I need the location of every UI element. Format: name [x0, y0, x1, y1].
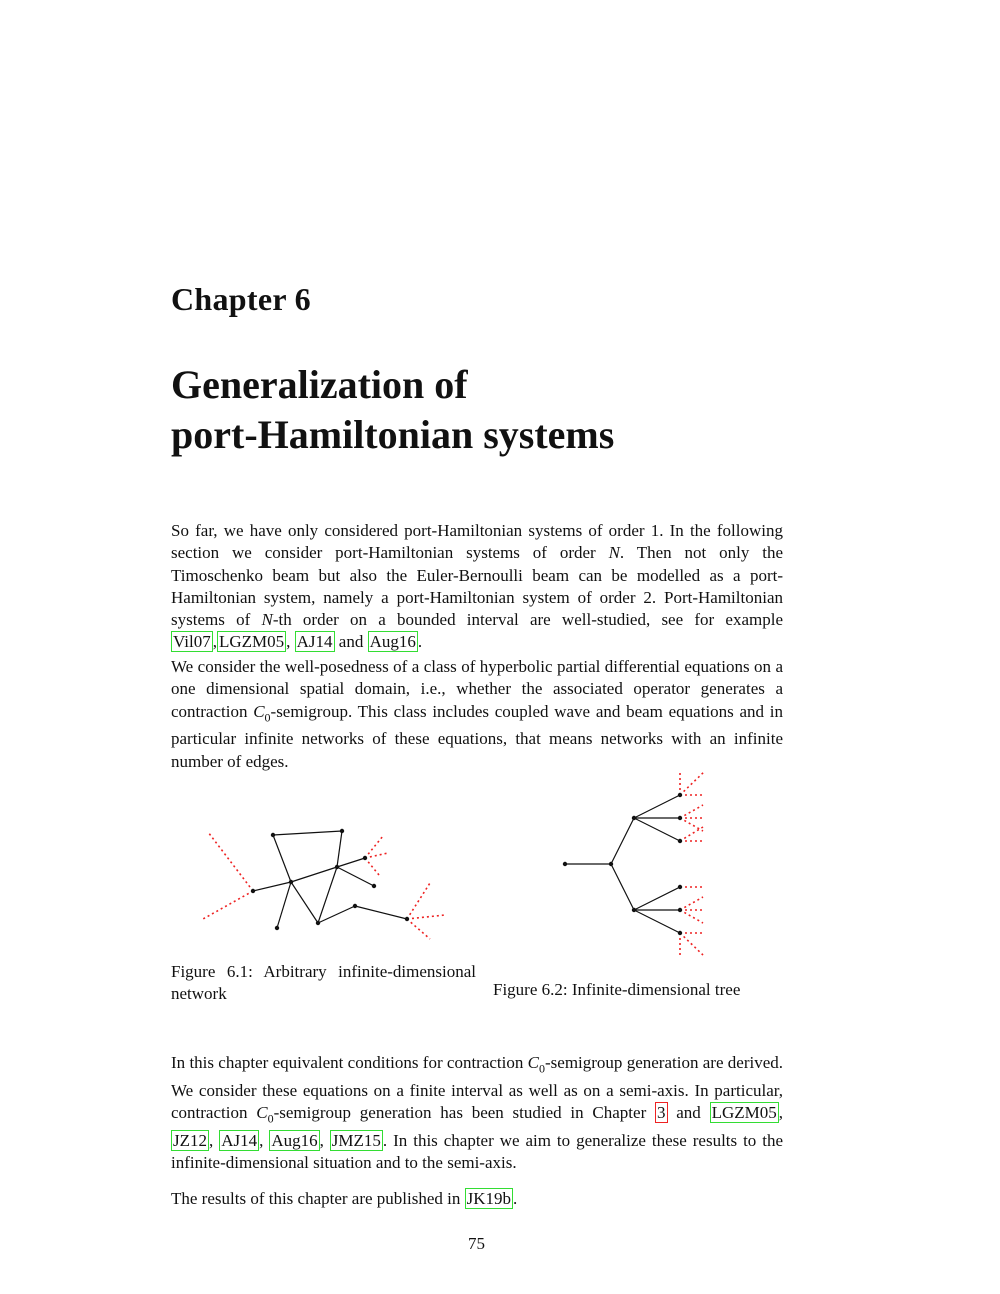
network-edge: [277, 882, 291, 928]
network-edge: [337, 858, 365, 867]
citation-vil07[interactable]: Vil07: [173, 632, 211, 652]
citation-aug16[interactable]: Aug16: [271, 1130, 318, 1150]
infinite-edge: [407, 915, 445, 919]
network-edge: [253, 882, 291, 891]
network-node: [353, 904, 357, 908]
tree-node: [678, 885, 682, 889]
tree-node: [678, 908, 682, 912]
tree-edge: [634, 818, 680, 841]
tree-edge: [634, 795, 680, 818]
infinite-edge: [680, 827, 703, 841]
tree-edge: [634, 887, 680, 910]
infinite-edge: [680, 805, 703, 818]
network-edge: [291, 867, 337, 882]
network-edge: [273, 835, 291, 882]
outro-paragraph-2: The results of this chapter are published in JK19b .: [171, 1189, 518, 1208]
outro-paragraph-1: In this chapter equivalent conditions for contraction $C_0$-semigroup generation are derived. We consider these equations on a finite interval as well as on a semi-axis. In particular, contraction $C_0$-semigroup generation has been studied in Chapter 3 and LGZM05 , JZ12 , AJ14 , Aug16 , JMZ15 . In this chapter we aim to generalize these results to the infinite-dimensional situation and to the semi-axis.: [171, 1053, 784, 1172]
network-infinite-edges: [203, 832, 445, 939]
network-edge: [273, 831, 342, 835]
tree-edge: [611, 818, 634, 864]
infinite-edge: [680, 933, 703, 955]
infinite-edge: [365, 858, 379, 875]
text-run: . In this chapter we aim to generalize these results to the infinite-dimensional situation and to the semi-axis.: [171, 1130, 784, 1172]
network-edge: [337, 867, 374, 886]
citation-aj14[interactable]: AJ14: [296, 632, 333, 652]
tree-node: [632, 816, 636, 820]
page-number: 75: [468, 1234, 485, 1253]
text-run: and: [667, 1102, 710, 1122]
text-run: . Then not only the Timoschenko beam but also the Euler-Bernoulli beam can be modelled as a port-Hamiltonian system, namely a port-Hamiltonian system of order 2. Port-Hamiltonian systems of: [171, 543, 783, 630]
network-node: [340, 829, 344, 833]
infinite-edge: [407, 919, 430, 939]
network-edge: [318, 867, 337, 923]
citation-aug16[interactable]: Aug16: [369, 632, 416, 652]
chapter-title-line-2: port-Hamiltonian systems: [171, 412, 615, 457]
tree-node: [678, 931, 682, 935]
text-run: -semigroup generation are derived. We consider these equations on a finite interval as well as on a semi-axis. In particular, contraction: [171, 1053, 783, 1122]
infinite-edge: [203, 891, 253, 919]
text-run: So far, we have only considered port-Hamiltonian systems of order 1. In the following section we consider port-Hamiltonian systems of order: [171, 521, 783, 563]
math-C: C: [253, 701, 265, 721]
tree-infinite-edges: [680, 771, 705, 958]
math-C: C: [256, 1102, 268, 1122]
math-subscript: 0: [267, 1111, 274, 1126]
tree-node: [678, 816, 682, 820]
math-N: N: [261, 610, 273, 630]
network-node: [405, 917, 409, 921]
network-node: [289, 880, 293, 884]
citation-aj14[interactable]: AJ14: [221, 1130, 258, 1150]
intro-paragraph-2: [171, 656, 783, 773]
text-run: -th order on a bounded interval are well-studied, see for example: [272, 610, 784, 630]
tree-node: [609, 862, 613, 866]
network-node: [275, 926, 279, 930]
citation-lgzm05[interactable]: LGZM05: [218, 632, 285, 652]
figure-6-2-caption: Figure 6.2: Infinite-dimensional tree: [493, 980, 741, 999]
tree-node: [632, 908, 636, 912]
math-subscript: 0: [539, 1061, 545, 1076]
chapter-reference-link[interactable]: 3: [657, 1102, 666, 1122]
chapter-label: Chapter 6: [171, 281, 311, 317]
tree-node: [678, 793, 682, 797]
infinite-edge: [680, 771, 705, 795]
citation-jk19b[interactable]: JK19b: [466, 1189, 512, 1208]
network-node: [251, 889, 255, 893]
infinite-edge: [208, 832, 253, 891]
network-node: [316, 921, 320, 925]
infinite-edge: [680, 910, 703, 923]
tree-edges: [565, 795, 680, 933]
network-edges: [253, 831, 407, 928]
infinite-edge: [680, 818, 703, 831]
network-node: [271, 833, 275, 837]
infinite-edge: [407, 883, 430, 919]
network-node: [335, 865, 339, 869]
text-run: In this chapter equivalent conditions for contraction: [171, 1053, 528, 1072]
network-edge: [355, 906, 407, 919]
text-run: -semigroup generation has been studied in Chapter: [273, 1102, 655, 1122]
tree-node: [563, 862, 567, 866]
citation-jz12[interactable]: JZ12: [173, 1130, 207, 1150]
math-N: N: [608, 543, 620, 563]
network-edge: [291, 882, 318, 923]
math-C: C: [527, 1053, 539, 1072]
text-run: and: [338, 632, 364, 652]
text-run: We consider the well-posedness of a class of hyperbolic partial differential equations on a one dimensional spatial domain, i.e., whether the associated operator generates a contraction: [171, 657, 783, 721]
network-edge: [318, 906, 355, 923]
figure-infinite-tree: [555, 765, 715, 965]
intro-paragraph-1: So far, we have only considered port-Hamiltonian systems of order 1. In the following section we consider port-Hamiltonian systems of order N. Then not only the Timoschenko beam but also the Euler-Bernoulli beam can be modelled as a port-Hamiltonian system, namely a port-Hamiltonian system of order 2. Port-Hamiltonian systems of N-th order on a bounded interval are well-studied, see for example Vil07 , LGZM05 , AJ14 and Aug16 .: [171, 521, 784, 652]
chapter-title: [171, 360, 811, 460]
figure-infinite-network: [190, 815, 460, 945]
network-node: [372, 884, 376, 888]
text-run: The results of this chapter are published in: [171, 1189, 465, 1208]
citation-jmz15[interactable]: JMZ15: [331, 1130, 381, 1150]
network-edge: [337, 831, 342, 867]
tree-node: [678, 839, 682, 843]
citation-lgzm05[interactable]: LGZM05: [711, 1102, 777, 1122]
network-nodes: [251, 829, 409, 930]
math-subscript: 0: [264, 709, 271, 724]
infinite-edge: [680, 897, 703, 910]
figure-6-1-caption: Figure 6.1: Arbitrary infinite-dimensional network: [171, 962, 476, 1004]
tree-edge: [611, 864, 634, 910]
chapter-title-line-1: Generalization of: [171, 362, 468, 407]
tree-edge: [634, 910, 680, 933]
network-node: [363, 856, 367, 860]
text-run: -semigroup. This class includes coupled wave and beam equations and in particular infinite networks of these equations, that means networks with an infinite number of edges.: [171, 701, 783, 771]
